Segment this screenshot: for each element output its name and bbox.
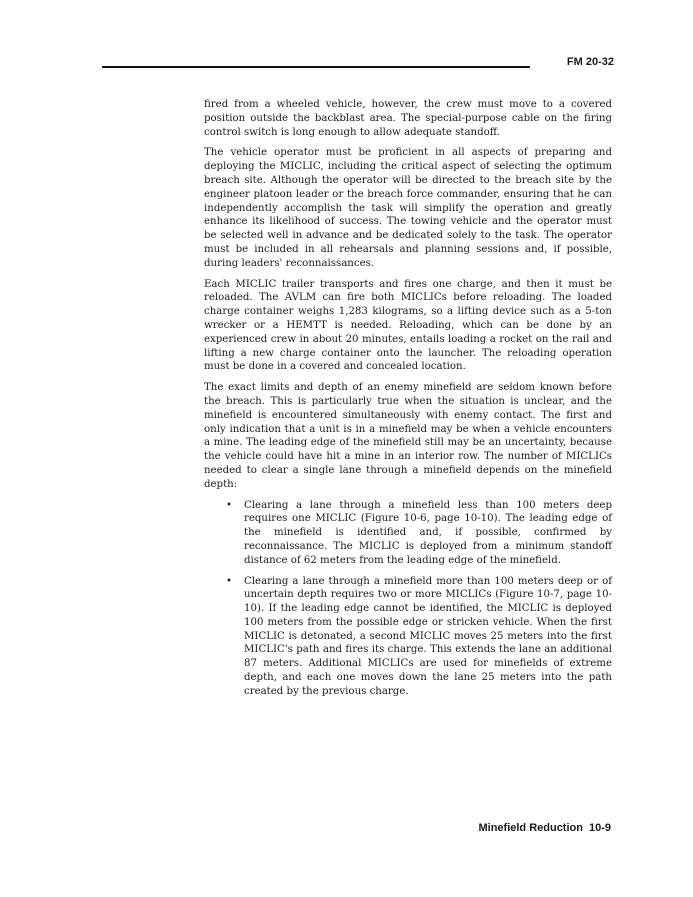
page-body [204, 98, 612, 706]
paragraph: Each MICLIC trailer transports and fires one charge, and then it must be reloaded. The AVLM can fire both MICLICs before reloading. The loaded charge container weighs 1,283 kilograms, so a lifting device such as a 5-ton wrecker or a HEMTT is needed. Reloading, which can be done by an experienced crew in about 20 minutes, entails loading a rocket on the rail and lifting a new charge container onto the launcher. The reloading operation must be done in a covered and concealed location. [204, 278, 612, 373]
paragraph: The vehicle operator must be proficient in all aspects of preparing and deploying the MICLIC, including the critical aspect of selecting the optimum breach site. Although the operator will be directed to the breach site by the engineer platoon leader or the breach force commander, ensuring that he can independently accomplish the task will simplify the operation and greatly enhance its likelihood of success. The towing vehicle and the operator must be selected well in advance and be dedicated solely to the task. The operator must be included in all rehearsals and planning sessions and, if possible, during leaders' reconnaissances. [204, 147, 612, 269]
manual-id: FM 20-32 [566, 56, 614, 68]
paragraph: fired from a wheeled vehicle, however, the crew must move to a covered position outside the backblast area. The special-purpose cable on the firing control switch is long enough to allow adequate standoff. [204, 99, 612, 138]
paragraph: The exact limits and depth of an enemy minefield are seldom known before the breach. This is particularly true when the situation is unclear, and the minefield is encountered simultaneously with enemy contact. The first and only indication that a unit is in a minefield may be when a vehicle encounters a mine. The leading edge of the minefield still may be an uncertainty, because the vehicle could have hit a mine in an interior row. The number of MICLICs needed to clear a single lane through a minefield depends on the minefield depth: [204, 382, 612, 490]
bullet-text: Clearing a lane through a minefield more than 100 meters deep or of uncertain depth requires two or more MICLICs (Figure 10-7, page 10-10). If the leading edge cannot be identified, the MICLIC is deployed 100 meters from the possible edge or stricken vehicle. When the first MICLIC is detonated, a second MICLIC moves 25 meters into the first MICLIC's path and fires its charge. This extends the lane an additional 87 meters. Additional MICLICs are used for minefields of extreme depth, and each one moves down the lane 25 meters into the path created by the previous charge. [244, 575, 612, 697]
page-footer [478, 822, 611, 834]
bullet-icon: • [226, 499, 233, 511]
list-item [204, 575, 612, 699]
bullet-icon: • [226, 575, 233, 587]
section-title: Minefield Reduction [478, 822, 583, 834]
bullet-text: Clearing a lane through a minefield less than 100 meters deep requires one MICLIC (Figure 10-6, page 10-10). The leading edge of the minefield is identified and, if possible, confirmed by reconnaissance. The MICLIC is deployed from a minimum standoff distance of 62 meters from the leading edge of the minefield. [244, 499, 612, 566]
bullet-list [204, 499, 612, 699]
page-number: 10-9 [588, 822, 611, 834]
list-item [204, 499, 612, 568]
header-rule [102, 66, 530, 68]
